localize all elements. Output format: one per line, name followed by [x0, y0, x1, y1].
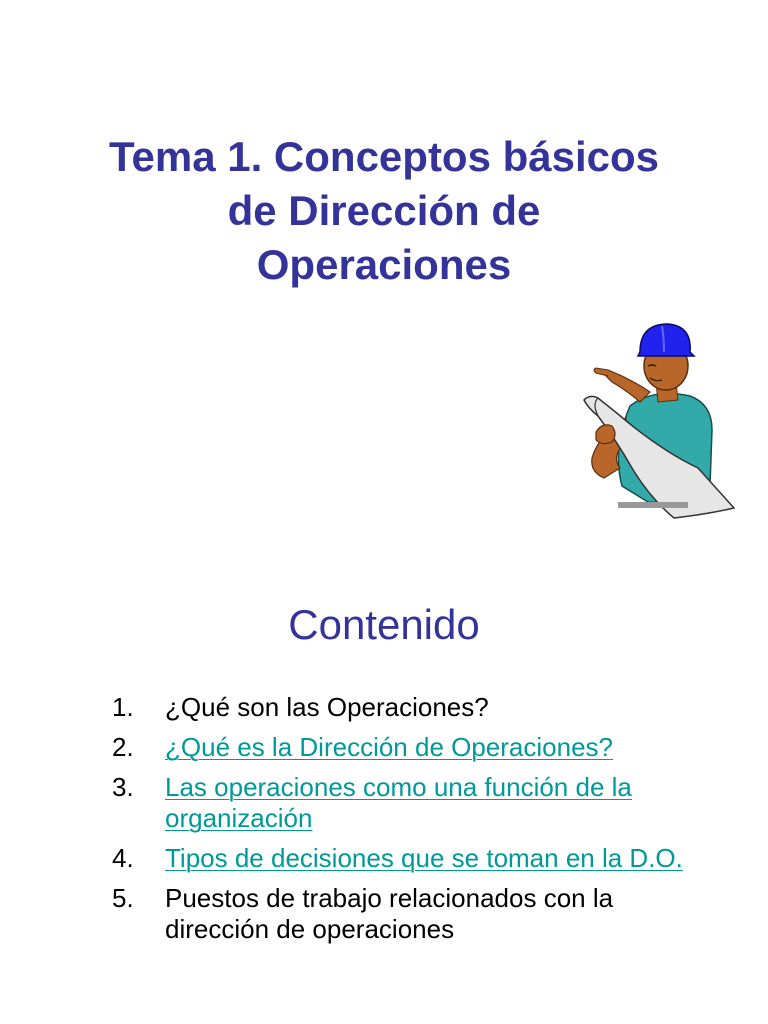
list-item-number: 3.: [112, 772, 134, 802]
slide-title-line-1: Tema 1. Conceptos básicos: [108, 133, 660, 180]
link-direccion-de-operaciones[interactable]: ¿Qué es la Dirección de Operaciones?: [165, 732, 614, 762]
list-item: [112, 843, 712, 874]
list-item-number: 4.: [112, 843, 134, 873]
link-operaciones-funcion-organizacion[interactable]: Las operaciones como una función de la organización: [165, 772, 632, 833]
worker-helmet: [638, 324, 694, 356]
slide-title-line-3: Operaciones: [256, 241, 512, 288]
construction-worker-with-blueprint-icon: [578, 318, 736, 524]
list-item-text: Puestos de trabajo relacionados con la dirección de operaciones: [165, 883, 614, 944]
contents-list: [112, 692, 712, 954]
list-item-text: ¿Qué son las Operaciones?: [165, 692, 489, 722]
contents-heading: Contenido: [288, 601, 480, 648]
list-item: [112, 772, 712, 834]
worker-pointing-arm: [604, 370, 650, 402]
list-item-number: 5.: [112, 883, 134, 913]
list-item-number: 2.: [112, 732, 134, 762]
list-item: [112, 732, 712, 763]
list-item: [112, 692, 712, 723]
slide-title-line-2: de Dirección de: [227, 187, 541, 234]
worker-hand: [596, 425, 615, 444]
slide-title: [0, 130, 768, 292]
list-item: [112, 883, 712, 945]
link-tipos-de-decisiones[interactable]: Tipos de decisiones que se toman en la D.O.: [165, 843, 683, 873]
list-item-number: 1.: [112, 692, 134, 722]
